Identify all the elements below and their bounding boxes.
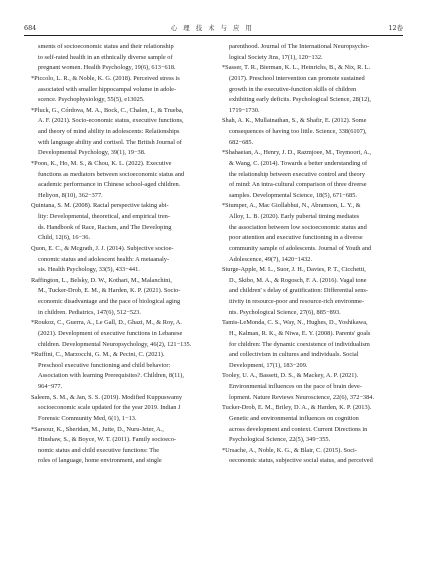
reference-entry [31, 201, 209, 244]
reference-entry [222, 63, 400, 116]
reference-line: Quintana, S. M. (2008). Racial perspective taking abi- [31, 202, 169, 210]
reference-entry [222, 371, 400, 403]
reference-line: D., Skibo, M. A., & Rogosch, F. A. (2016). Vagal tone [229, 276, 367, 284]
reference-line: Association with learning Prerequisites?. Children, 8(11), [38, 372, 184, 380]
reference-line: exhibiting early deficits. Psychological Science, 28(12), [229, 96, 371, 104]
reference-line: itivity in resource-poor and resource-rich environme- [229, 298, 365, 305]
reference-line: Raffington, L., Belsky, D. W., Kothari, M., Malanchini, [31, 276, 172, 284]
header-rule [24, 35, 403, 36]
reference-entry [31, 425, 209, 468]
reference-line: conomic status and adolescent health: A metaanaly- [38, 255, 170, 263]
reference-line: *Ursache, A., Noble, K. G., & Blair, C. (2015). Soci- [222, 446, 357, 454]
reference-line: Alloy, L. B. (2020). Early pubertal timing mediates [229, 213, 360, 220]
reference-line: *Roukoz, C., Guerra, A., Le Gall, D., Ghazi, M., & Roy, A. [31, 319, 182, 327]
reference-line: Shah, A. K., Mullainathan, S., & Shafir, E. (2012). Some [222, 117, 367, 125]
reference-line: Heliyon, 8(10), 362−377. [38, 191, 103, 199]
reference-line: Development, 17(1), 183−209. [229, 361, 308, 369]
right-column [222, 42, 400, 467]
page-number: 684 [24, 23, 37, 32]
reference-line: 964−977. [38, 383, 63, 390]
left-column [31, 42, 209, 467]
reference-line: *Piccolo, L. R., & Noble, K. G. (2018). Perceived stress is [31, 74, 180, 82]
reference-line: *Ruffini, C., Marzocchi, G. M., & Pecini, C. (2021). [31, 351, 165, 359]
reference-line: (2021). Development of executive functions in Lebanese [38, 329, 183, 337]
reference-line: poor attention and executive functioning in a diverse [229, 234, 363, 242]
reference-line: for children: The dynamic coexistence of individualism [229, 340, 370, 348]
reference-line: samples. Developmental Science, 18(5), 671−685. [229, 191, 357, 199]
reference-line: oeconomic status, subjective social status, and perceived [229, 457, 373, 465]
reference-line: 682−685. [229, 138, 254, 146]
reference-line: lopment. Nature Reviews Neuroscience, 22(6), 372−384. [229, 393, 375, 401]
reference-line: Saleem, S. M., & Jan, S. S. (2019). Modified Kuppuswamy [31, 393, 183, 401]
reference-line: the association between low socioeconomic status and [229, 223, 367, 231]
reference-line: 1719−1730. [229, 106, 260, 114]
reference-entry [31, 244, 209, 276]
reference-line: A. F. (2021). Socio-economic status, executive functions, [38, 117, 184, 125]
reference-line: Adolescence, 49(7), 1420−1432. [229, 255, 313, 263]
reference-line: lity: Developmental, theoretical, and empirical tren- [38, 213, 170, 220]
reference-line: Child, 12(6), 16−36. [38, 234, 91, 242]
reference-line: & Wang, C. (2014). Towards a better understanding of [229, 159, 368, 167]
reference-continuation [31, 42, 209, 74]
reference-line: Environmental influences on the pace of brain deve- [229, 383, 362, 390]
reference-line: socioeconomic scale updated for the year 2019. Indian J [38, 404, 181, 412]
reference-line: Tucker-Drob, E. M., Briley, D. A., & Harden, K. P. (2013). [222, 404, 372, 412]
reference-line: nomic status and child executive functions: The [38, 446, 160, 454]
reference-line: *Poon, K., Ho, M. S., & Chou, K. L. (2022). Executive [31, 159, 172, 167]
reference-line: across development and context. Current Directions in [229, 425, 368, 433]
reference-entry [31, 318, 209, 350]
reference-entry [222, 201, 400, 265]
reference-line: *Shahaeian, A., Henry, J. D., Razmjoee, M., Teymoori, A., [222, 149, 371, 157]
reference-line: Hinshaw, S., & Boyce, W. T. (2011). Family socioeco- [38, 436, 177, 444]
reference-line: H., Kalman, R. K., & Niwa, E. Y. (2008). Parents' goals [229, 329, 371, 337]
reference-line: sis. Health Psychology, 33(5), 433−441. [38, 266, 140, 274]
reference-line: nts. Psychological Science, 27(6), 885−893. [229, 308, 341, 316]
reference-line: Forensic Community Med, 6(1), 1−13. [38, 414, 137, 422]
reference-line: associated with smaller hippocampal volume in adole- [38, 85, 177, 93]
reference-line: economic disadvantage and the pace of biological aging [38, 298, 181, 305]
reference-continuation [222, 42, 400, 63]
reference-entry [31, 159, 209, 202]
running-header [24, 22, 403, 33]
reference-entry [222, 148, 400, 201]
reference-line: and theory of mind ability in adolescents: Relationships [38, 128, 180, 135]
reference-line: and children' s delay of gratification: Differential sens- [229, 287, 368, 295]
reference-line: consequences of having too little. Science, 338(6107), [229, 128, 367, 135]
reference-entry [31, 393, 209, 425]
reference-line: *Stumper, A., Mac Giollabhui, N., Abramson, L. Y., & [222, 202, 361, 210]
reference-line: (2017). Preschool intervention can promote sustained [229, 74, 365, 82]
reference-line: scence. Psychophysiology, 55(5), e13025. [38, 96, 145, 104]
reference-entry [222, 116, 400, 148]
reference-line: community sample of adolescents. Journal of Youth and [229, 244, 372, 252]
reference-line: roles of language, home environment, and single [38, 457, 162, 465]
reference-line: to self-rated health in an ethnically diverse sample of [38, 53, 173, 61]
reference-line: Sturge-Apple, M. L., Suor, J. H., Davies, P. T., Cicchetti, [222, 266, 366, 274]
reference-entry [222, 265, 400, 318]
reference-line: M., Tucker-Drob, E. M., & Harden, K. P. (2021). Socio- [38, 287, 181, 295]
reference-line: parenthood. Journal of The International Neuropsycho- [229, 43, 370, 50]
reference-entry [222, 318, 400, 371]
reference-line: Tamis-LeMonda, C. S., Way, N., Hughes, D., Yoshikawa, [222, 319, 368, 327]
reference-line: *Pluck, G., Córdova, M. A., Bock, C., Chalen, I., & Trueba, [31, 106, 184, 114]
reference-entry [222, 403, 400, 446]
reference-line: Quon, E. C., & Mcgrath, J. J. (2014). Subjective socioe- [31, 244, 174, 252]
reference-line: functions as mediators between socioeconomic status and [38, 170, 185, 178]
reference-line: Genetic and environmental influences on cognition [229, 414, 359, 422]
reference-entry [222, 446, 400, 467]
reference-line: academic performance in Chinese school-aged children. [38, 181, 181, 189]
reference-line: logical Society Jins, 17(1), 120−132. [229, 53, 323, 61]
reference-line: Psychological Science, 22(5), 349−355. [229, 436, 331, 444]
reference-line: the relationship between executive control and theory [229, 170, 365, 178]
reference-line: Preschool executive functioning and child behavior: [38, 361, 171, 369]
reference-line: in children. Pediatrics, 147(6), 512−523. [38, 308, 141, 316]
reference-line: of mind: An intra-cultural comparison of three diverse [229, 181, 367, 189]
reference-entry [31, 74, 209, 106]
volume-label: 12卷 [388, 24, 403, 32]
reference-line: and collectivism in cultures and individuals. Social [229, 351, 359, 359]
reference-line: children. Developmental Neuropsychology, 46(2), 121−135. [38, 340, 192, 348]
reference-entry [31, 106, 209, 159]
reference-line: sments of socioeconomic status and their relationship [38, 43, 174, 50]
reference-line: *Sarsour, K., Sheridan, M., Jutte, D., Nuru-Jeter, A., [31, 425, 164, 433]
reference-line: with language ability and cortisol. The British Journal of [38, 138, 182, 146]
journal-title: 心 理 技 术 与 应 用 [170, 24, 254, 32]
reference-line: Developmental Psychology, 39(1), 19−38. [38, 149, 146, 157]
reference-entry [31, 276, 209, 319]
reference-line: *Sasser, T. R., Bierman, K. L., Heinrichs, B., & Nix, R. L. [222, 64, 371, 72]
reference-entry [31, 350, 209, 393]
reference-line: Tooley, U. A., Bassett, D. S., & Mackey, A. P. (2021). [222, 372, 359, 380]
reference-line: ds. Handbook of Race, Racism, and The Developing [38, 223, 172, 231]
reference-line: pregnant women. Health Psychology, 19(6), 613−618. [38, 64, 176, 72]
reference-line: growth in the executive-function skills of children [229, 85, 357, 93]
